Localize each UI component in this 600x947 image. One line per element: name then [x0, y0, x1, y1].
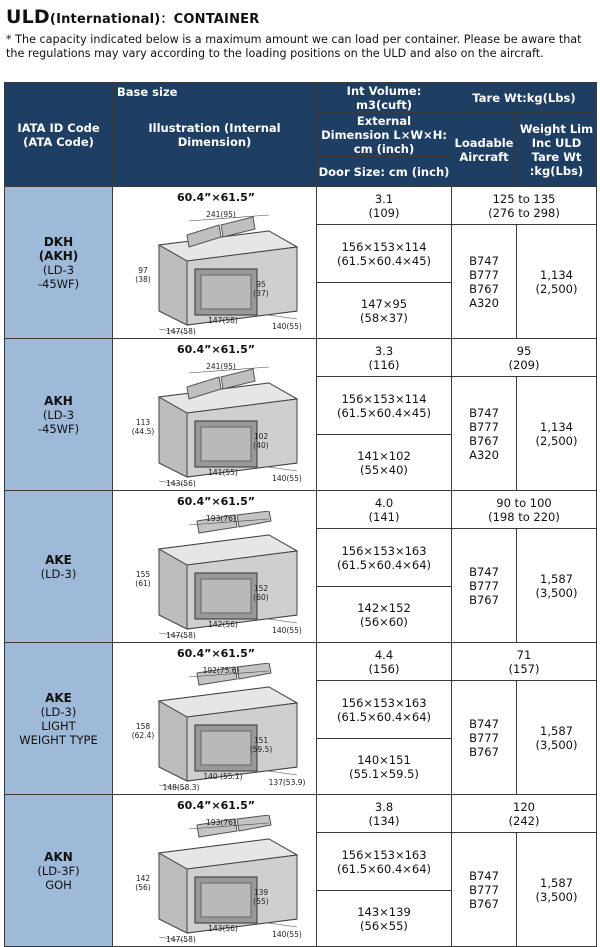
tare-wt-cell — [452, 339, 597, 377]
int-volume-m3: 3.1 — [374, 191, 394, 206]
weight-lim-lbs: (3,500) — [535, 889, 578, 904]
id-code-cell — [5, 795, 113, 947]
int-volume-cuft: (109) — [368, 205, 400, 220]
header-door-size: Door Size: cm (inch) — [317, 157, 452, 187]
container-illustration — [119, 511, 309, 639]
container-illustration — [119, 815, 309, 943]
iata-code: DKH — [43, 234, 74, 249]
svg-text:193(76): 193(76) — [206, 817, 236, 827]
int-volume-m3: 4.0 — [374, 495, 394, 510]
tare-wt-kg: 125 to 135 — [492, 191, 556, 206]
door-size-inch: (56×55) — [360, 918, 408, 933]
svg-text:(40): (40) — [253, 440, 269, 450]
aircraft-item: B747 — [469, 564, 499, 579]
svg-text:(38): (38) — [135, 274, 151, 284]
tare-wt-kg: 71 — [516, 647, 532, 662]
svg-text:140 (55.1): 140 (55.1) — [203, 771, 243, 781]
svg-text:(61): (61) — [135, 578, 151, 588]
weight-lim-cell — [517, 225, 597, 339]
svg-text:95: 95 — [256, 279, 266, 289]
int-volume-m3: 3.8 — [374, 799, 394, 814]
illustration-cell — [113, 643, 317, 795]
tare-wt-kg: 95 — [516, 343, 532, 358]
weight-lim-cell — [517, 681, 597, 795]
ext-dim-cm: 156×153×163 — [341, 695, 427, 710]
iata-code: AKN — [44, 849, 73, 864]
svg-text:140(55): 140(55) — [272, 929, 302, 939]
int-volume-cell — [317, 339, 452, 377]
svg-text:140(55): 140(55) — [272, 473, 302, 483]
header-weight-lim: Weight Lim Inc ULD Tare Wt :kg(Lbs) — [517, 113, 597, 187]
door-size-cm: 142×152 — [357, 600, 411, 615]
svg-text:97: 97 — [138, 265, 148, 275]
weight-lim-kg: 1,134 — [540, 419, 573, 434]
aircraft-item: A320 — [469, 295, 499, 310]
int-volume-cuft: (116) — [368, 357, 400, 372]
svg-text:141(55): 141(55) — [208, 467, 238, 477]
svg-text:137(53.9): 137(53.9) — [268, 777, 306, 787]
ld-type-line2: LIGHT — [41, 718, 76, 733]
ext-dim-cm: 156×153×163 — [341, 543, 427, 558]
svg-text:(37): (37) — [253, 288, 269, 298]
weight-lim-lbs: (3,500) — [535, 737, 578, 752]
header-base-size: Base size — [117, 85, 178, 99]
ext-dim-inch: (61.5×60.4×45) — [336, 405, 432, 420]
weight-lim-kg: 1,134 — [540, 267, 573, 282]
base-size: 60.4”×61.5” — [177, 646, 255, 660]
weight-lim-lbs: (2,500) — [535, 281, 578, 296]
id-code-cell — [5, 643, 113, 795]
svg-text:147(58): 147(58) — [208, 315, 238, 325]
ext-dim-cm: 156×153×114 — [341, 239, 427, 254]
svg-text:(56): (56) — [135, 882, 151, 892]
weight-lim-kg: 1,587 — [540, 875, 573, 890]
svg-text:151: 151 — [253, 735, 269, 745]
aircraft-item: B747 — [469, 868, 499, 883]
svg-text:158: 158 — [135, 721, 151, 731]
iata-code: AKE — [45, 690, 72, 705]
weight-lim-lbs: (3,500) — [535, 585, 578, 600]
ld-type-line2: -45WF) — [37, 421, 80, 436]
header-ext-dim: External Dimension L×W×H: cm (inch) — [317, 113, 452, 157]
ld-type-line2: GOH — [45, 877, 72, 892]
container-illustration — [119, 663, 309, 791]
aircraft-item: A320 — [469, 447, 499, 462]
illustration-cell — [113, 187, 317, 339]
door-size-cell — [317, 587, 452, 643]
int-volume-cuft: (134) — [368, 813, 400, 828]
loadable-aircraft-cell — [452, 225, 517, 339]
tare-wt-lbs: (209) — [508, 357, 540, 372]
illustration-cell — [113, 339, 317, 491]
svg-text:(55): (55) — [253, 896, 269, 906]
aircraft-item: B777 — [469, 730, 499, 745]
svg-text:143(56): 143(56) — [166, 478, 196, 487]
ld-type: (LD-3) — [40, 566, 77, 581]
aircraft-item: B767 — [469, 896, 499, 911]
aircraft-item: B777 — [469, 578, 499, 593]
int-volume-cell — [317, 795, 452, 833]
svg-text:152: 152 — [253, 583, 269, 593]
loadable-aircraft-cell — [452, 833, 517, 947]
tare-wt-lbs: (276 to 298) — [488, 205, 560, 220]
tare-wt-lbs: (198 to 220) — [488, 509, 560, 524]
aircraft-item: B767 — [469, 281, 499, 296]
ld-type: (LD-3 — [42, 407, 75, 422]
base-size: 60.4”×61.5” — [177, 190, 255, 204]
ld-type-line2: -45WF) — [37, 276, 80, 291]
tare-wt-kg: 90 to 100 — [496, 495, 552, 510]
title-paren: (International) — [49, 12, 161, 27]
int-volume-m3: 4.4 — [374, 647, 394, 662]
int-volume-cuft: (156) — [368, 661, 400, 676]
header-illustration: Base size Illustration (Internal Dimension) — [113, 83, 317, 187]
aircraft-item: B747 — [469, 716, 499, 731]
int-volume-cell — [317, 643, 452, 681]
ext-dim-inch: (61.5×60.4×45) — [336, 253, 432, 268]
weight-lim-kg: 1,587 — [540, 571, 573, 586]
aircraft-item: B767 — [469, 433, 499, 448]
ext-dim-cm: 156×153×114 — [341, 391, 427, 406]
ext-dim-cm: 156×153×163 — [341, 847, 427, 862]
uld-container-table — [4, 82, 597, 947]
tare-wt-lbs: (157) — [508, 661, 540, 676]
ext-dim-cell — [317, 225, 452, 283]
weight-lim-cell — [517, 833, 597, 947]
container-illustration — [119, 207, 309, 335]
iata-code: AKE — [45, 552, 72, 567]
svg-text:140(55): 140(55) — [272, 625, 302, 635]
svg-text:143(56): 143(56) — [208, 923, 238, 933]
aircraft-item: B747 — [469, 405, 499, 420]
tare-wt-cell — [452, 491, 597, 529]
weight-lim-cell — [517, 529, 597, 643]
aircraft-item: B767 — [469, 592, 499, 607]
svg-text:(44.5): (44.5) — [131, 426, 155, 436]
svg-text:142(56): 142(56) — [208, 619, 238, 629]
title-main: ULD — [6, 6, 50, 28]
aircraft-item: B777 — [469, 267, 499, 282]
weight-lim-lbs: (2,500) — [535, 433, 578, 448]
door-size-cm: 141×102 — [357, 448, 411, 463]
door-size-cm: 140×151 — [357, 752, 411, 767]
door-size-cm: 143×139 — [357, 904, 411, 919]
door-size-cell — [317, 891, 452, 947]
ld-type: (LD-3 — [42, 262, 75, 277]
loadable-aircraft-cell — [452, 529, 517, 643]
door-size-cell — [317, 283, 452, 339]
door-size-cell — [317, 435, 452, 491]
base-size: 60.4”×61.5” — [177, 798, 255, 812]
svg-text:(59.5): (59.5) — [249, 744, 273, 754]
svg-text:147(58): 147(58) — [166, 630, 196, 639]
svg-text:148(58.3): 148(58.3) — [162, 782, 200, 791]
door-size-inch: (55×40) — [360, 462, 408, 477]
door-size-inch: (58×37) — [360, 310, 408, 325]
title-rest: ：CONTAINER — [160, 12, 260, 27]
int-volume-cuft: (141) — [368, 509, 400, 524]
svg-text:241(95): 241(95) — [206, 209, 236, 219]
tare-wt-cell — [452, 795, 597, 833]
ext-dim-cell — [317, 377, 452, 435]
id-code-cell — [5, 491, 113, 643]
loadable-aircraft-cell — [452, 681, 517, 795]
tare-wt-lbs: (242) — [508, 813, 540, 828]
id-code-cell — [5, 187, 113, 339]
tare-wt-cell — [452, 643, 597, 681]
svg-text:193(76): 193(76) — [206, 513, 236, 523]
ld-type: (LD-3) — [40, 704, 77, 719]
svg-text:155: 155 — [135, 569, 151, 579]
ext-dim-inch: (61.5×60.4×64) — [336, 709, 432, 724]
svg-text:139: 139 — [253, 887, 269, 897]
aircraft-item: B777 — [469, 882, 499, 897]
int-volume-m3: 3.3 — [374, 343, 394, 358]
header-loadable: Loadable Aircraft — [452, 113, 517, 187]
svg-text:147(58): 147(58) — [166, 934, 196, 943]
aircraft-item: B777 — [469, 419, 499, 434]
tare-wt-kg: 120 — [513, 799, 535, 814]
ld-type-line3: WEIGHT TYPE — [19, 732, 98, 747]
svg-text:241(95): 241(95) — [206, 361, 236, 371]
door-size-cell — [317, 739, 452, 795]
svg-text:147(58): 147(58) — [166, 326, 196, 335]
door-size-inch: (56×60) — [360, 614, 408, 629]
weight-lim-kg: 1,587 — [540, 723, 573, 738]
base-size: 60.4”×61.5” — [177, 494, 255, 508]
ext-dim-cell — [317, 681, 452, 739]
container-illustration — [119, 359, 309, 487]
ld-type: (LD-3F) — [37, 863, 80, 878]
ata-code: (AKH) — [38, 248, 79, 263]
int-volume-cell — [317, 187, 452, 225]
svg-text:(62.4): (62.4) — [131, 730, 155, 740]
svg-text:113: 113 — [135, 417, 151, 427]
svg-text:142: 142 — [135, 873, 151, 883]
header-int-volume: Int Volume: m3(cuft) — [317, 83, 452, 113]
header-tare-wt: Tare Wt:kg(Lbs) — [452, 83, 597, 113]
illustration-cell — [113, 491, 317, 643]
base-size: 60.4”×61.5” — [177, 342, 255, 356]
ext-dim-cell — [317, 833, 452, 891]
capacity-note: * The capacity indicated below is a maximum amount we can load per container. Please be aware that the regulations may vary according to the loading positions on the ULD and also on the aircraft. — [6, 33, 582, 60]
page-title — [6, 6, 259, 28]
door-size-cm: 147×95 — [360, 296, 408, 311]
svg-text:192(75.6): 192(75.6) — [202, 665, 240, 675]
header-id-code: IATA ID Code (ATA Code) — [5, 83, 113, 187]
weight-lim-cell — [517, 377, 597, 491]
aircraft-item: B767 — [469, 744, 499, 759]
illustration-cell — [113, 795, 317, 947]
door-size-inch: (55.1×59.5) — [349, 766, 419, 781]
ext-dim-inch: (61.5×60.4×64) — [336, 861, 432, 876]
svg-text:(60): (60) — [253, 592, 269, 602]
ext-dim-cell — [317, 529, 452, 587]
ext-dim-inch: (61.5×60.4×64) — [336, 557, 432, 572]
id-code-cell — [5, 339, 113, 491]
svg-text:102: 102 — [253, 431, 269, 441]
tare-wt-cell — [452, 187, 597, 225]
aircraft-item: B747 — [469, 253, 499, 268]
svg-text:140(55): 140(55) — [272, 321, 302, 331]
int-volume-cell — [317, 491, 452, 529]
loadable-aircraft-cell — [452, 377, 517, 491]
iata-code: AKH — [44, 393, 73, 408]
